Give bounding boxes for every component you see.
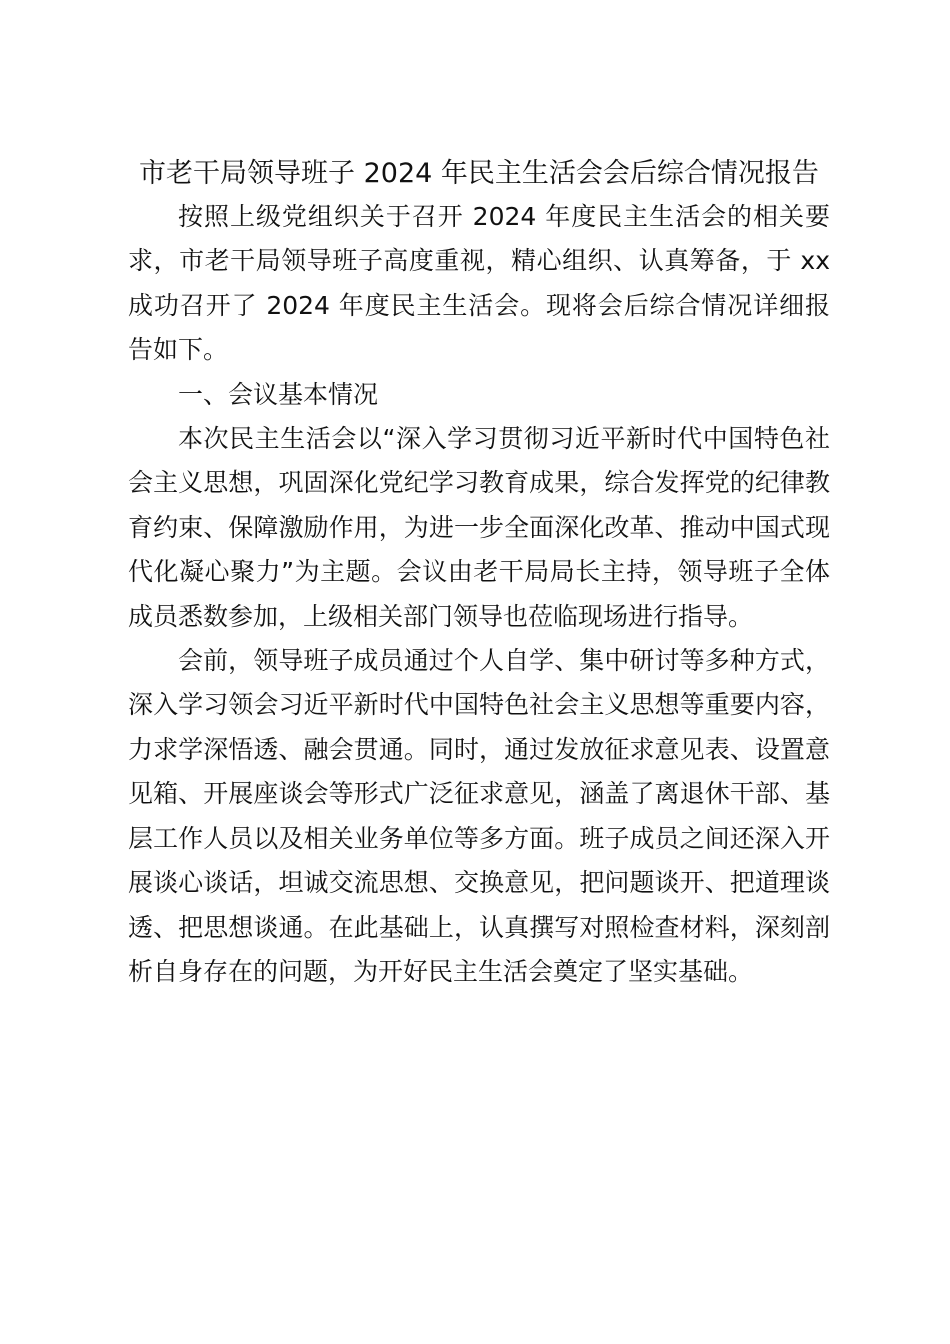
- body-paragraph: 本次民主生活会以“深入学习贯彻习近平新时代中国特色社会主义思想，巩固深化党纪学习教育成果，综合发挥党的纪律教育约束、保障激励作用，为进一步全面深化改革、推动中国式现代化凝心聚力”为主题。会议由老干局局长主持，领导班子全体成员悉数参加，上级相关部门领导也莅临现场进行指导。: [128, 424, 830, 631]
- body-paragraph: 会前，领导班子成员通过个人自学、集中研讨等多种方式，深入学习领会习近平新时代中国特色社会主义思想等重要内容，力求学深悟透、融会贯通。同时，通过发放征求意见表、设置意见箱、开展座谈会等形式广泛征求意见，涵盖了离退休干部、基层工作人员以及相关业务单位等多方面。班子成员之间还深入开展谈心谈话，坦诚交流思想、交换意见，把问题谈开、把道理谈透、把思想谈通。在此基础上，认真撰写对照检查材料，深刻剖析自身存在的问题，为开好民主生活会奠定了坚实基础。: [128, 646, 830, 986]
- intro-paragraph: 按照上级党组织关于召开 2024 年度民主生活会的相关要求，市老干局领导班子高度重视，精心组织、认真筹备，于 xx 成功召开了 2024 年度民主生活会。现将会后综合情况详细报告如下。: [128, 202, 830, 365]
- document-body: [128, 153, 830, 994]
- section-heading: 一、会议基本情况: [178, 379, 379, 409]
- document-title: 市老干局领导班子 2024 年民主生活会会后综合情况报告: [139, 158, 819, 189]
